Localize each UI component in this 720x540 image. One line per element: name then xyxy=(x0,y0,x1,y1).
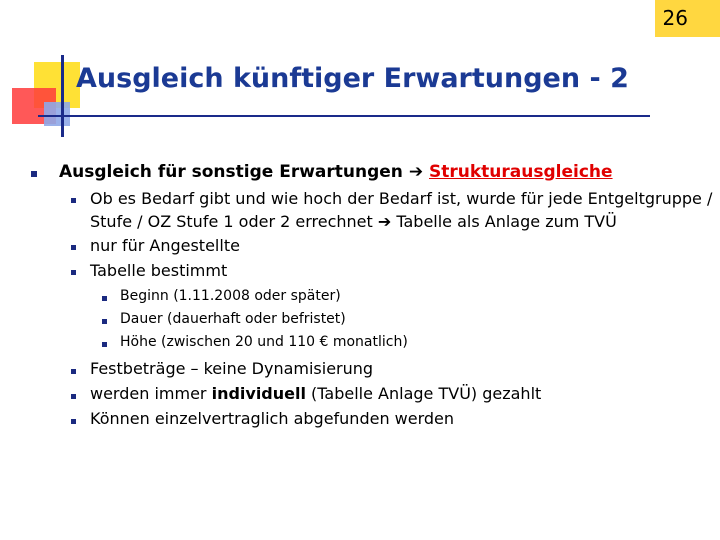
item-5-pre: werden immer xyxy=(90,384,212,403)
item-1-line-1: Ob es Bedarf gibt und wie hoch der Bedarf ist, wurde für jede Entgeltgruppe / xyxy=(90,189,713,208)
main-point xyxy=(59,162,613,182)
bullet-icon xyxy=(102,296,107,301)
bullet-icon xyxy=(102,319,107,324)
bullet-icon xyxy=(71,270,76,275)
arrow-icon: ➔ xyxy=(408,162,424,182)
bullet-icon xyxy=(71,245,76,250)
item-4: Festbeträge – keine Dynamisierung xyxy=(90,359,374,378)
main-point-text: Ausgleich für sonstige Erwartungen xyxy=(59,162,403,182)
bullet-icon xyxy=(102,342,107,347)
strukturausgleiche-link[interactable]: Strukturausgleiche xyxy=(429,162,613,182)
item-3: Tabelle bestimmt xyxy=(90,261,228,280)
decor-vertical-line xyxy=(61,55,64,137)
sub-item-2: Dauer (dauerhaft oder befristet) xyxy=(120,311,346,327)
slide-title: Ausgleich künftiger Erwartungen - 2 xyxy=(76,63,629,94)
item-5 xyxy=(90,384,541,403)
item-5-post: (Tabelle Anlage TVÜ) gezahlt xyxy=(305,384,542,403)
page-number-box xyxy=(655,0,720,37)
bullet-icon xyxy=(71,198,76,203)
page-number: 26 xyxy=(662,6,688,30)
bullet-icon xyxy=(71,394,76,399)
sub-item-3: Höhe (zwischen 20 und 110 € monatlich) xyxy=(120,334,408,350)
bullet-icon xyxy=(71,369,76,374)
title-underline xyxy=(38,115,650,117)
arrow-icon: ➔ xyxy=(377,212,392,231)
item-1-line-2-tail: Tabelle als Anlage zum TVÜ xyxy=(391,212,617,231)
bullet-icon xyxy=(31,171,37,177)
item-1-line-2 xyxy=(90,212,617,231)
decor-blue-square xyxy=(44,102,70,126)
item-6: Können einzelvertraglich abgefunden werden xyxy=(90,409,455,428)
item-5-bold: individuell xyxy=(211,384,306,403)
bullet-icon xyxy=(71,419,76,424)
sub-item-1: Beginn (1.11.2008 oder später) xyxy=(120,288,341,304)
item-1-line-2-text: Stufe / OZ Stufe 1 oder 2 errechnet xyxy=(90,212,378,231)
item-2: nur für Angestellte xyxy=(90,236,240,255)
